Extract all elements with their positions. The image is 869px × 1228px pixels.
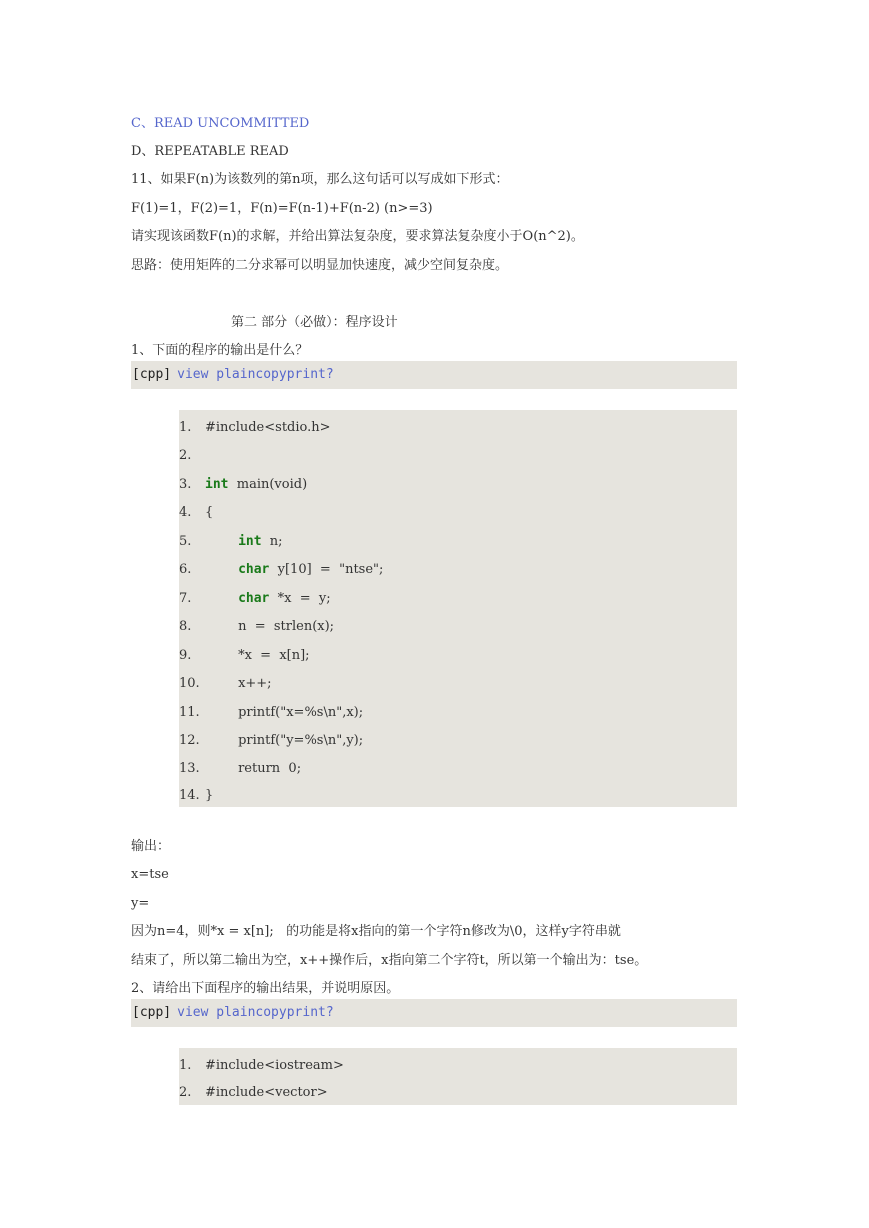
- line-number: 14.: [179, 788, 200, 803]
- section-heading: 第二 部分（必做）：程序设计: [231, 315, 398, 330]
- output-label: 输出：: [131, 839, 171, 854]
- explanation-line-2: 结束了，所以第二输出为空，x++操作后，x指向第二个字符t，所以第一个输出为：tse。: [131, 953, 648, 968]
- idea-text: 思路：使用矩阵的二分求幂可以明显加快速度，减少空间复杂度。: [131, 258, 509, 273]
- code-text: }: [205, 788, 214, 803]
- question-11: 11、如果F(n)为该数列的第n项，那么这句话可以写成如下形式：: [131, 172, 509, 187]
- output-x: x=tse: [131, 867, 169, 882]
- option-d-text: D、REPEATABLE READ: [131, 144, 289, 159]
- code-lang-tag: [cpp]: [132, 367, 172, 382]
- line-number: 5.: [179, 534, 192, 549]
- indent: [205, 648, 238, 663]
- indent: [205, 591, 238, 606]
- option-c-link[interactable]: C、READ UNCOMMITTED: [131, 116, 310, 131]
- line-number: 13.: [179, 761, 200, 776]
- output-y: y=: [131, 896, 150, 911]
- keyword: char: [238, 562, 270, 577]
- code-toolbar-1: [131, 361, 737, 389]
- code-block-2: [179, 1048, 737, 1105]
- code-text: #include<iostream>: [205, 1058, 344, 1073]
- keyword: int: [238, 534, 262, 549]
- code-line: [179, 1052, 344, 1080]
- line-number: 3.: [179, 477, 192, 492]
- indent: [205, 705, 238, 720]
- line-number: 1.: [179, 1058, 192, 1073]
- code-line: [179, 442, 205, 470]
- indent: [205, 761, 238, 776]
- indent: [205, 562, 238, 577]
- code-line: [179, 414, 331, 442]
- question-2-title: 2、请给出下面程序的输出结果，并说明原因。: [131, 981, 400, 996]
- code-text: main(void): [228, 477, 308, 492]
- question-1-title: 1、下面的程序的输出是什么？: [131, 343, 309, 358]
- line-number: 10.: [179, 676, 200, 691]
- code-line: [179, 727, 363, 755]
- code-text: y[10] = "ntse";: [269, 562, 384, 577]
- line-number: 4.: [179, 505, 192, 520]
- view-plain-copy-print-links[interactable]: view plaincopyprint?: [177, 367, 334, 382]
- line-number: 1.: [179, 420, 192, 435]
- view-plain-copy-print-links[interactable]: view plaincopyprint?: [177, 1005, 334, 1020]
- code-lang-tag: [cpp]: [132, 1005, 172, 1020]
- indent: [205, 676, 238, 691]
- indent: [205, 619, 238, 634]
- line-number: 9.: [179, 648, 192, 663]
- code-line: [179, 528, 283, 556]
- code-text: printf("y=%s\n",y);: [238, 733, 364, 748]
- line-number: 12.: [179, 733, 200, 748]
- code-text: *x = y;: [269, 591, 331, 606]
- explanation-line-1: 因为n=4，则*x = x[n]; 的功能是将x指向的第一个字符n修改为\0，这样y字符串就: [131, 924, 621, 939]
- code-line: [179, 585, 331, 613]
- code-text: printf("x=%s\n",x);: [238, 705, 364, 720]
- code-line: [179, 755, 301, 783]
- code-text: *x = x[n];: [238, 648, 310, 663]
- formula-text: F(1)=1，F(2)=1，F(n)=F(n-1)+F(n-2) (n>=3): [131, 201, 433, 216]
- line-number: 11.: [179, 705, 200, 720]
- code-line: [179, 642, 310, 670]
- line-number: 7.: [179, 591, 192, 606]
- request-text: 请实现该函数F(n)的求解，并给出算法复杂度，要求算法复杂度小于O(n^2)。: [131, 229, 584, 244]
- code-line: [179, 670, 272, 698]
- line-number: 2.: [179, 448, 192, 463]
- code-text: return 0;: [238, 761, 302, 776]
- code-line: [179, 556, 383, 584]
- line-number: 2.: [179, 1085, 192, 1100]
- keyword: char: [238, 591, 270, 606]
- code-line: [179, 613, 334, 641]
- code-text: #include<stdio.h>: [205, 420, 331, 435]
- code-text: n = strlen(x);: [238, 619, 335, 634]
- code-text: x++;: [238, 676, 272, 691]
- code-line: [179, 699, 363, 727]
- code-toolbar-2: [131, 999, 737, 1027]
- code-block-1: [179, 410, 737, 807]
- code-text: n;: [261, 534, 283, 549]
- code-text: #include<vector>: [205, 1085, 328, 1100]
- indent: [205, 534, 238, 549]
- code-text: {: [205, 505, 214, 520]
- code-line: [179, 1081, 328, 1105]
- code-line: [179, 471, 307, 499]
- code-line: [179, 499, 213, 527]
- line-number: 6.: [179, 562, 192, 577]
- keyword: int: [205, 477, 229, 492]
- code-line: [179, 784, 213, 807]
- indent: [205, 733, 238, 748]
- line-number: 8.: [179, 619, 192, 634]
